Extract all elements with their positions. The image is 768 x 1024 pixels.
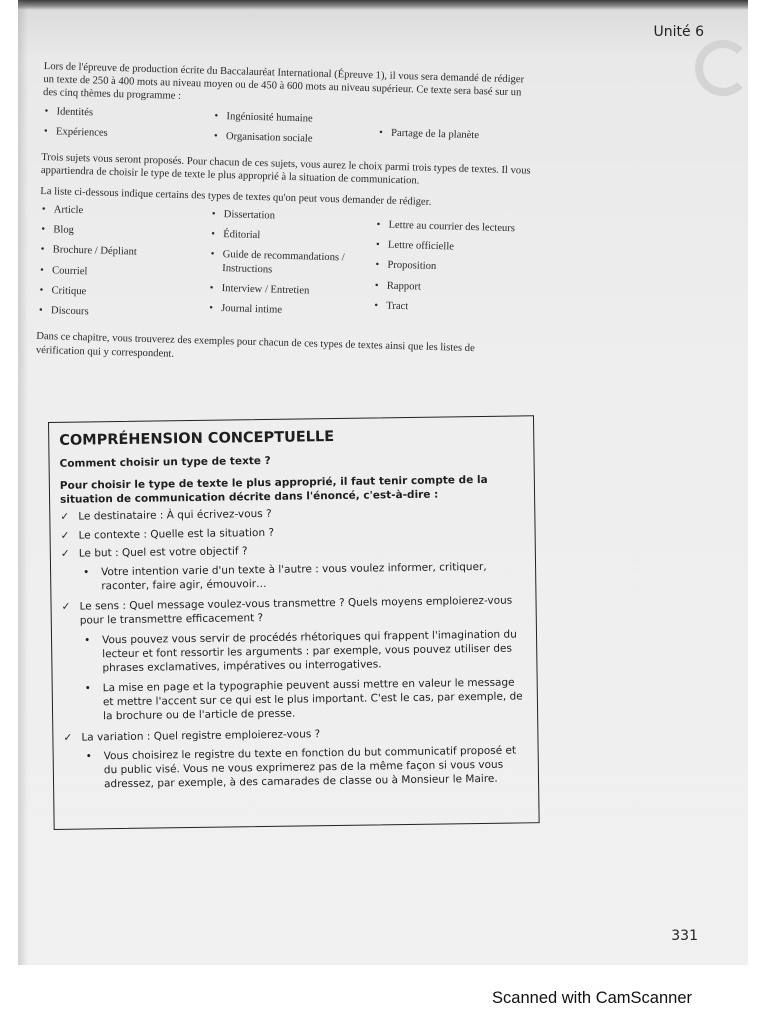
bullet-item: • Votre intention varie d'un texte à l'autre : vous voulez informer, critiquer, raconter, faire agir, émouvoir… bbox=[79, 559, 525, 594]
list-item: • Éditorial bbox=[209, 228, 374, 246]
checklist-text: Le contexte : Quelle est la situation ? bbox=[78, 526, 275, 542]
list-item: • Discours bbox=[37, 304, 207, 322]
main-text bbox=[36, 60, 534, 375]
checklist-text: La variation : Quel registre emploierez-vous ? bbox=[81, 727, 321, 744]
bullet-list bbox=[80, 627, 527, 724]
checklist-text: Le destinataire : À qui écrivez-vous ? bbox=[78, 508, 272, 523]
list-item: • Lettre au courrier des lecteurs bbox=[374, 218, 529, 236]
list-item: • Article bbox=[40, 203, 210, 221]
bullet-list bbox=[79, 559, 525, 594]
themes-col-2 bbox=[212, 109, 378, 154]
check-icon: ✓ bbox=[60, 529, 70, 542]
list-item: • Critique bbox=[37, 284, 207, 302]
subjects-paragraph: Trois sujets vous seront proposés. Pour chacun de ces sujets, vous aurez le choix parmi trois types de textes. Il vous appartiendra de choisir le type de texte le plus approprié à la situation de communication. bbox=[40, 152, 531, 187]
text-types-col-3 bbox=[371, 212, 529, 338]
list-item: • Interview / Entretien bbox=[208, 281, 373, 299]
list-item: • Blog bbox=[39, 223, 209, 241]
checklist-text: Le sens : Quel message voulez-vous transmettre ? Quels moyens emploierez-vous pour le transmettre efficacement ? bbox=[79, 594, 513, 627]
check-icon: ✓ bbox=[60, 547, 70, 560]
checklist-item bbox=[60, 504, 524, 525]
chapter-note: Dans ce chapitre, vous trouverez des exemples pour chacun de ces types de textes ainsi que les listes de vérification qui y correspondent. bbox=[35, 331, 475, 360]
concept-intro: Pour choisir le type de texte le plus approprié, il faut tenir compte de la situation de communication décrite dans l'énoncé, c'est-à-dire : bbox=[59, 473, 488, 507]
bullet-item: • Vous choisirez le registre du texte en fonction du but communicatif proposé et du public visé. Vous ne vous exprimerez pas de la même façon si vous vous adressez, par exemple, à des camarades de classe ou à Monsieur le Maire. bbox=[82, 743, 529, 792]
checklist-item bbox=[61, 540, 526, 594]
decorative-circle-icon bbox=[695, 40, 748, 96]
themes-col-1 bbox=[42, 105, 213, 150]
list-item: • Identités bbox=[42, 105, 212, 123]
concept-title: COMPRÉHENSION CONCEPTUELLE bbox=[59, 429, 335, 449]
bullet-item: • La mise en page et la typographie peuvent aussi mettre en valeur le message et mettre l'accent sur ce qui est le plus important. C'est le cas, par exemple, de la brochure ou de l'article de presse. bbox=[81, 675, 528, 724]
checklist-item bbox=[60, 522, 524, 543]
list-item: • Lettre officielle bbox=[374, 238, 529, 256]
list-item: • Courriel bbox=[38, 263, 208, 281]
list-item: • Organisation sociale bbox=[212, 130, 377, 148]
check-icon: ✓ bbox=[63, 731, 73, 744]
bullet-list bbox=[82, 743, 529, 792]
check-icon: ✓ bbox=[60, 511, 70, 524]
list-item: • Tract bbox=[372, 299, 527, 317]
scanned-page bbox=[18, 0, 748, 965]
list-item: • Expériences bbox=[42, 125, 212, 143]
list-item: • Dissertation bbox=[210, 208, 375, 226]
checklist-text: Le but : Quel est votre objectif ? bbox=[78, 544, 248, 560]
list-item: • Ingéniosité humaine bbox=[212, 109, 377, 127]
list-item: • Rapport bbox=[373, 279, 528, 297]
check-icon: ✓ bbox=[61, 600, 71, 614]
unit-label: Unité 6 bbox=[653, 24, 704, 40]
themes-list bbox=[42, 105, 533, 159]
text-types-list bbox=[37, 203, 530, 338]
list-item: • Brochure / Dépliant bbox=[39, 243, 209, 261]
text-types-col-1 bbox=[37, 203, 210, 329]
text-types-col-2 bbox=[207, 208, 375, 334]
bullet-item: • Vous pouvez vous servir de procédés rhétoriques qui frappent l'imagination du lecteur et font ressortir les arguments : par exemple, vous pouvez utiliser des phrases exclamatives, impératives ou interrogatives. bbox=[80, 627, 527, 676]
checklist-item bbox=[61, 594, 527, 725]
list-item: • Proposition bbox=[373, 259, 528, 277]
list-item: • Guide de recommandations / Instructions bbox=[208, 248, 374, 279]
concept-box bbox=[48, 415, 540, 830]
book-page bbox=[30, 0, 742, 965]
intro-paragraph: Lors de l'épreuve de production écrite du Baccalauréat International (Épreuve 1), il vous sera demandé de rédiger un texte de 250 à 400 mots au niveau moyen ou de 450 à 600 mots au niveau supérieur. Ce texte sera basé sur un des cinq thèmes du programme : bbox=[42, 60, 525, 103]
list-item: • Journal intime bbox=[207, 302, 372, 320]
text-types-paragraph: La liste ci-dessous indique certains des types de textes qu'on peut vous demander de rédiger. bbox=[40, 185, 432, 208]
scanner-watermark: Scanned with CamScanner bbox=[492, 989, 692, 1007]
scan-left-shadow bbox=[18, 0, 28, 965]
list-item: • Partage de la planète bbox=[377, 126, 532, 144]
concept-subtitle: Comment choisir un type de texte ? bbox=[59, 454, 271, 470]
checklist-item bbox=[63, 724, 528, 792]
page-number: 331 bbox=[671, 928, 698, 944]
checklist bbox=[60, 504, 528, 792]
themes-col-3 bbox=[376, 114, 532, 159]
